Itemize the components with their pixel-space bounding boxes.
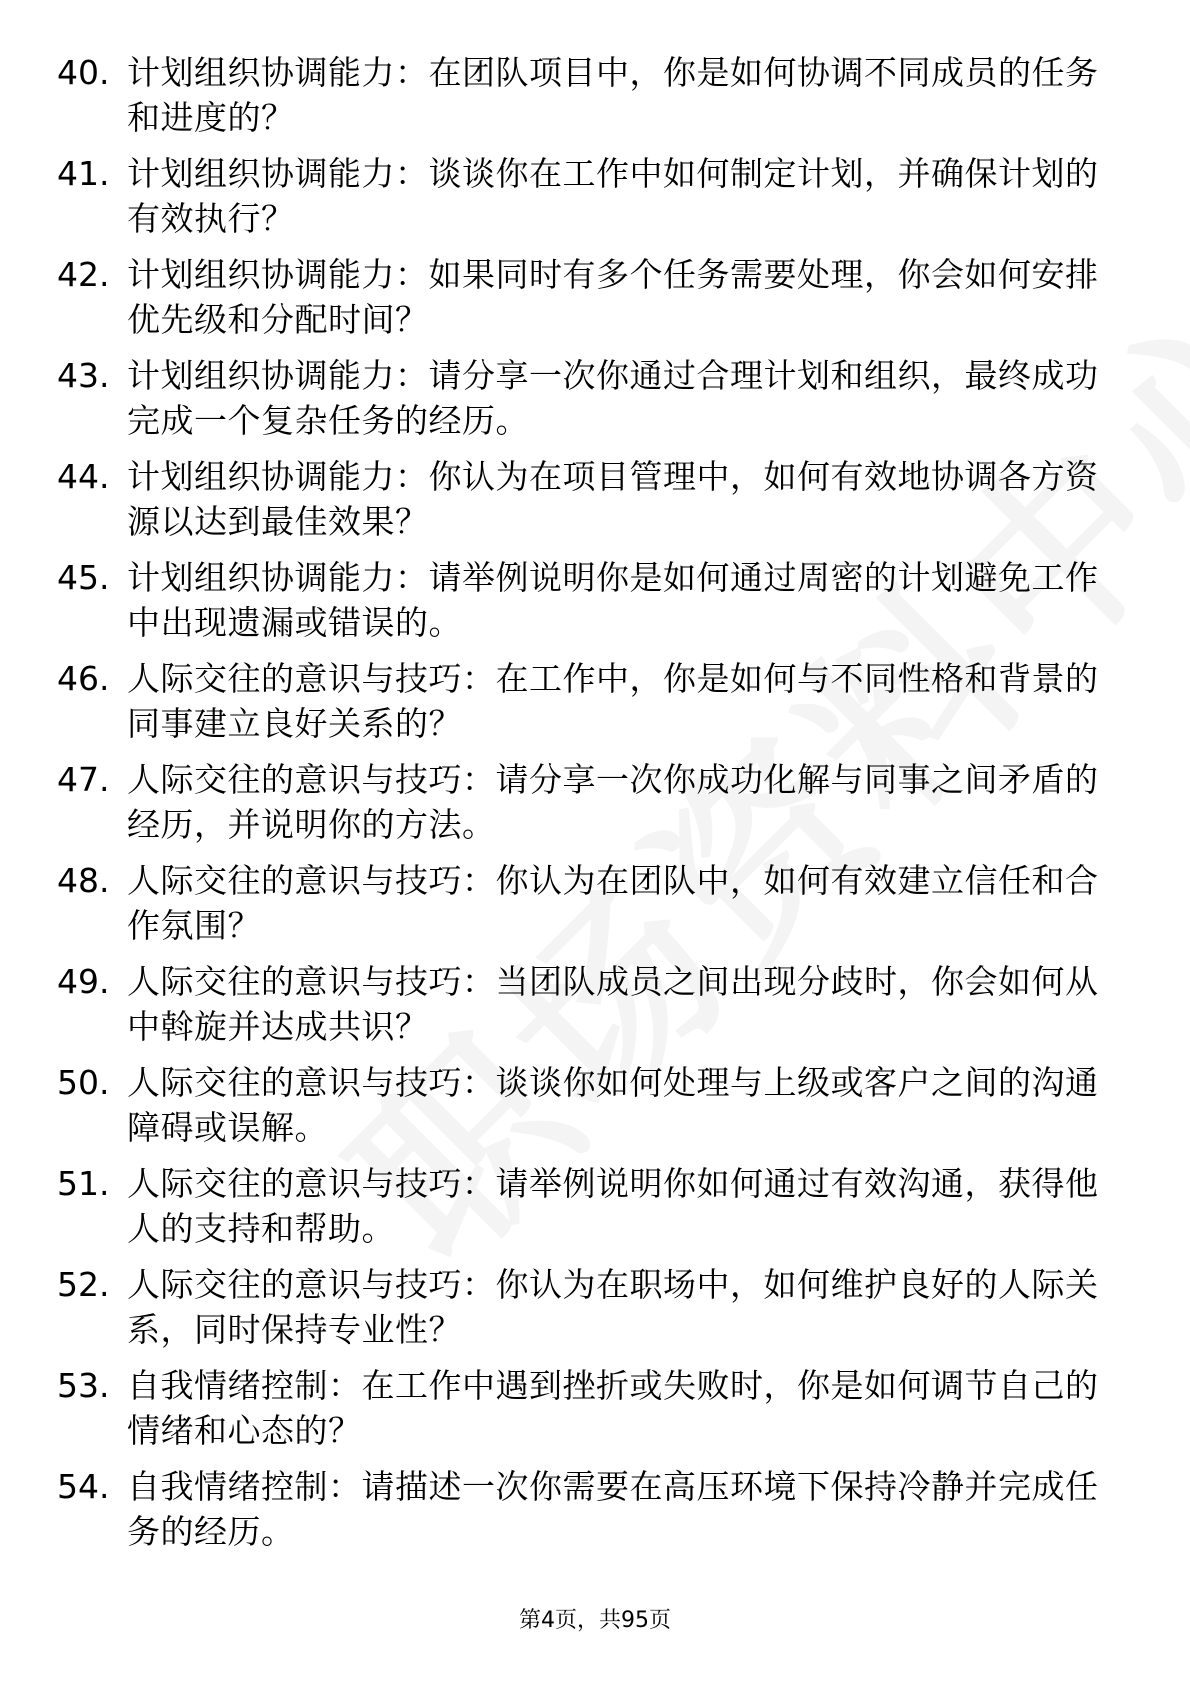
question-number: 46.	[57, 659, 110, 698]
question-item	[0, 353, 1190, 454]
question-item	[0, 1161, 1190, 1262]
question-text: 人际交往的意识与技巧：在工作中，你是如何与不同性格和背景的同事建立良好关系的？	[127, 659, 1099, 743]
question-text: 人际交往的意识与技巧：谈谈你如何处理与上级或客户之间的沟通障碍或误解。	[127, 1063, 1099, 1147]
page-footer: 第4页，共95页	[519, 1608, 671, 1633]
question-number: 47.	[57, 760, 110, 799]
question-item	[0, 151, 1190, 252]
question-item	[0, 454, 1190, 555]
question-item	[0, 555, 1190, 656]
question-text: 计划组织协调能力：如果同时有多个任务需要处理，你会如何安排优先级和分配时间？	[127, 255, 1099, 339]
question-item	[0, 1363, 1190, 1464]
question-text: 人际交往的意识与技巧：你认为在团队中，如何有效建立信任和合作氛围？	[127, 861, 1099, 945]
question-text: 人际交往的意识与技巧：请分享一次你成功化解与同事之间矛盾的经历，并说明你的方法。	[127, 760, 1099, 844]
question-item	[0, 50, 1190, 151]
question-text: 计划组织协调能力：请举例说明你是如何通过周密的计划避免工作中出现遗漏或错误的。	[127, 558, 1099, 642]
question-number: 54.	[57, 1467, 110, 1506]
question-text: 人际交往的意识与技巧：当团队成员之间出现分歧时，你会如何从中斡旋并达成共识？	[127, 962, 1099, 1046]
question-number: 52.	[57, 1265, 110, 1304]
question-item	[0, 757, 1190, 858]
question-text: 计划组织协调能力：在团队项目中，你是如何协调不同成员的任务和进度的？	[127, 53, 1099, 137]
question-list	[0, 50, 1190, 1565]
question-number: 44.	[57, 457, 110, 496]
question-number: 43.	[57, 356, 110, 395]
question-number: 53.	[57, 1366, 110, 1405]
question-number: 48.	[57, 861, 110, 900]
question-number: 50.	[57, 1063, 110, 1102]
question-text: 计划组织协调能力：你认为在项目管理中，如何有效地协调各方资源以达到最佳效果？	[127, 457, 1099, 541]
question-text: 计划组织协调能力：谈谈你在工作中如何制定计划，并确保计划的有效执行？	[127, 154, 1099, 238]
question-item	[0, 1060, 1190, 1161]
question-item	[0, 252, 1190, 353]
question-text: 自我情绪控制：请描述一次你需要在高压环境下保持冷静并完成任务的经历。	[127, 1467, 1099, 1551]
question-item	[0, 959, 1190, 1060]
question-number: 42.	[57, 255, 110, 294]
question-number: 49.	[57, 962, 110, 1001]
question-item	[0, 656, 1190, 757]
question-text: 人际交往的意识与技巧：请举例说明你如何通过有效沟通，获得他人的支持和帮助。	[127, 1164, 1099, 1248]
question-number: 51.	[57, 1164, 110, 1203]
question-text: 自我情绪控制：在工作中遇到挫折或失败时，你是如何调节自己的情绪和心态的？	[127, 1366, 1099, 1450]
question-text: 人际交往的意识与技巧：你认为在职场中，如何维护良好的人际关系，同时保持专业性？	[127, 1265, 1099, 1349]
question-item	[0, 1464, 1190, 1565]
question-number: 41.	[57, 154, 110, 193]
question-item	[0, 1262, 1190, 1363]
question-item	[0, 858, 1190, 959]
question-number: 40.	[57, 53, 110, 92]
question-text: 计划组织协调能力：请分享一次你通过合理计划和组织，最终成功完成一个复杂任务的经历。	[127, 356, 1099, 440]
question-number: 45.	[57, 558, 110, 597]
